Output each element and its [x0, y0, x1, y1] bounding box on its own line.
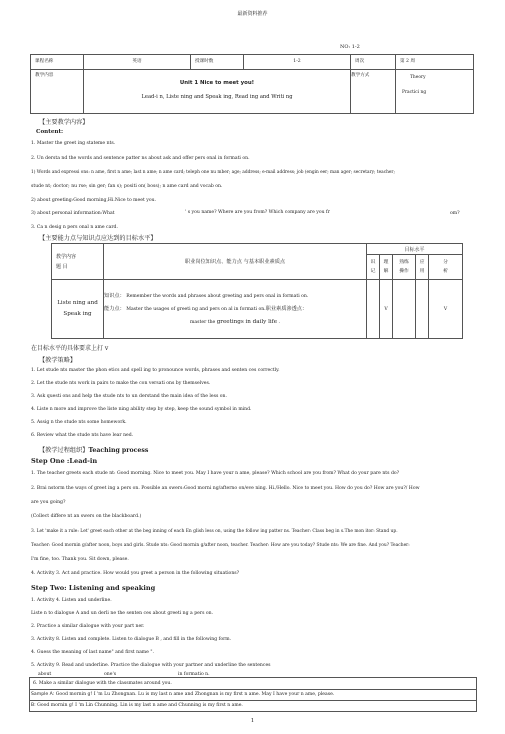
mark-apply	[416, 280, 429, 339]
goal-col-apply-2: 用	[419, 269, 425, 274]
step-two-item: 2. Practice a similar dialogue with your part ner.	[31, 624, 145, 629]
goal-col-understand-2: 解	[383, 269, 389, 274]
step-one-item: 4. Activity 3. Act and practice. How would you greet a person in the following situations?	[31, 571, 240, 576]
section-objectives-title: 【主要能力点与知识点应达到的目标水平】	[39, 235, 157, 242]
hours-value: 1-2	[244, 55, 351, 70]
strategy-item: 1. Let stude nts master the phon etics and spell ing to pronounce words, phrases and senten ces correctly.	[31, 368, 280, 373]
sample-a-label: Sample A:	[31, 692, 55, 697]
hours-label: 授课时数	[195, 59, 214, 64]
content-item-end: om?	[450, 211, 460, 216]
content-item: 3) about personal information:What	[31, 211, 115, 216]
objectives-table: 教学内容 题 目 职业岗位知识点、能力点 与基本职业素质点 目标水平 识 记 理 解 熟练 操作 应 用 分 析 Liste ning and Speak ing 知识点： Remember the words and phrases about greeting and pers onal in formati on. 能力点： Master the usages of greeti ng and pers on al in formati on.职业素质渗透点： master the greetings in daily life . V V	[51, 243, 463, 339]
step-two-item: 4. Guess the meaning of last name" and first name ".	[31, 650, 154, 655]
content-item: 1) Words and expressi ons: n ame, first n ame; last n ame; n ame card; teleph one nu mber; age; address; e-mail address; job (engin eer; man ager; secretary; teacher;	[31, 170, 395, 175]
strategy-item: 5. Assig n the stude nts some homework.	[31, 420, 127, 425]
content-item: 2) about greeting:Good morning,Hi.Nice to meet you.	[31, 198, 157, 203]
unit-title: Unit 1 Nice to meet you!	[179, 80, 255, 86]
about-word: about	[38, 672, 52, 677]
content-item: stude nt; doctor; nu rse; sin ger; fan s); positi on( boss); n ame card and vocab on.	[31, 184, 223, 189]
method-theory: Theory	[410, 75, 426, 80]
content-item: 3. Ca n desig n pers onal n ame card.	[31, 225, 118, 230]
section-strategy-title: 【教学策略】	[39, 357, 77, 364]
quality-text-1: master the	[190, 319, 217, 325]
page-number: 1	[250, 718, 255, 724]
step-one-heading: Step One :Lead-in	[31, 457, 98, 465]
col-topic-header-2: 题 目	[56, 263, 68, 270]
mark-skill	[393, 280, 416, 339]
method-label: 教学方式	[351, 73, 370, 78]
unit-subtitle: Lead-i n, Liste ning and Speak ing, Read ing and Writi ng	[141, 94, 293, 100]
page-header-title: 最新资料推荐	[237, 11, 268, 17]
goal-col-analyze-2: 析	[443, 269, 448, 274]
goal-col-recall: 识	[370, 260, 376, 265]
ability-text: Master the usages of greeti ng and pers on al in formati on.	[126, 306, 266, 312]
step-one-item: I'm fine, too. Thank you. Sit down, please.	[31, 557, 129, 562]
course-label: 课程名称	[35, 59, 54, 64]
section-main-content-title: 【主要教学内容】	[39, 119, 89, 126]
strategy-item: 2. Let the stude nts work in pairs to make the con versati ons by themselves.	[31, 381, 211, 386]
goal-level-header: 目标水平	[367, 244, 463, 255]
strategy-item: 3. Ask questi ons and help the stude nts to un derstand the main idea of the less on.	[31, 394, 227, 399]
content-item: 1. Master the greet ing stateme nts.	[31, 141, 116, 146]
content-item: 2. Un dersta nd the words and sentence patter ns about ask and offer pers onal in formati on.	[31, 156, 250, 161]
col-topic-header: 教学内容	[56, 253, 77, 260]
goal-col-skill-2: 操作	[399, 269, 409, 274]
mark-analyze: V	[429, 280, 463, 339]
step-one-item: (Collect differe nt an swers on the blackboard.)	[31, 514, 142, 519]
mark-understand: V	[380, 280, 393, 339]
content-heading: Content:	[36, 129, 64, 135]
about-word-3: in formatio n.	[178, 672, 210, 677]
section-process-title-en: Teaching process	[88, 447, 149, 454]
sample-dialogue-box	[29, 677, 477, 712]
goal-col-recall-2: 记	[370, 269, 376, 274]
strategy-item: 6. Review what the stude nts have lear ned.	[31, 433, 134, 438]
method-practicing: Practici ng	[402, 90, 427, 95]
goal-col-understand: 理	[383, 260, 389, 265]
sample-b-text: Good mornin g! I 'm Lin Chunning. Lin is my last n ame and Chunning is my first n ame.	[35, 703, 243, 708]
strategy-item: 4. Liste n more and improve the liste ning ability step by step, keep the sound symbol in mind.	[31, 407, 252, 412]
step-two-heading: Step Two: Listening and speaking	[31, 584, 156, 592]
knowledge-text: Remember the words and phrases about greeting and pers onal in formati on.	[126, 293, 309, 299]
sample-a-text: Good mornin g! I 'm Lu Zhongnan. Lu is my last n ame and Zhongnan is my first n ame. May I have your n ame, please.	[54, 692, 335, 697]
step-two-item: 3. Activity 8. Listen and complete. Listen to dialogue B , and fill in the following form.	[31, 637, 232, 642]
content-item-cont: ' s you name? Where are you from? Which company are you fr	[185, 210, 330, 215]
week-value: 第 2 周	[400, 59, 416, 64]
week-label: 周次	[355, 59, 365, 64]
goal-col-skill: 熟练	[399, 260, 409, 265]
row-topic-1: Liste ning and	[57, 300, 98, 306]
quality-text-2: greetings in daily life	[216, 318, 278, 325]
step-one-item: 1. The teacher greets each stude nt: Good morning. Nice to meet you. May I have your n ame, please? Which school are you from? What do your pare nts do?	[31, 471, 400, 476]
course-value: 英语	[84, 55, 191, 70]
about-word-2: one's	[104, 672, 117, 677]
ability-label: 能力点：	[104, 305, 125, 312]
section-process-title-cn: 【教学过程组织】	[39, 447, 89, 454]
goal-col-analyze: 分	[443, 260, 448, 265]
row-topic-2: Speak ing	[63, 311, 92, 317]
col-points-header: 职业岗位知识点、能力点 与基本职业素质点	[104, 244, 367, 280]
quality-label: 职业素质渗透点：	[265, 305, 308, 312]
sample-b-label: B:	[31, 703, 36, 708]
step-two-item: 1. Activity 4. Listen and underline.	[31, 598, 112, 603]
mark-recall	[367, 280, 380, 339]
step-one-item: 3. Let 'make it a rule: Let' greet each other at the beg inning of each En glish less on, using the follow ing patter ns. Teacher: Class beg in s.The mon itor: Stand up.	[31, 529, 398, 534]
step-two-item: 5. Activity 9. Read and underline. Practice the dialogue with your partner and underline the sentences	[31, 663, 271, 668]
knowledge-label: 知识点：	[104, 292, 125, 299]
step-one-item: Teacher: Good mornin g/after noon, boys and girls. Stude nts: Good mornin g/after noon, teacher. Teacher: How are you today? Stude nts: We are fine. And you? Teacher:	[31, 543, 410, 548]
course-info-table	[30, 54, 474, 114]
content-label: 教学内容	[35, 73, 54, 78]
step-one-item: are you going?	[31, 500, 66, 505]
goal-col-apply: 应	[419, 260, 425, 265]
goal-note: 在目标水平的具体要求上打 v	[31, 345, 109, 352]
document-number: NO: 1-2	[340, 44, 360, 50]
step-two-item: Liste n to dialogue A and un derli ne the senten ces about greeti ng a pers on.	[31, 611, 214, 616]
step-one-item: 2. Brai nstorm the ways of greet ing a pers on. Possible an swers:Good morni ng/afterno on/eve ning. Hi./Hello. Nice to meet you. How do you do? How are you?/ How	[31, 486, 420, 491]
dialogue-line: 6. Make a similar dialogue with the classmates around you.	[33, 681, 172, 686]
